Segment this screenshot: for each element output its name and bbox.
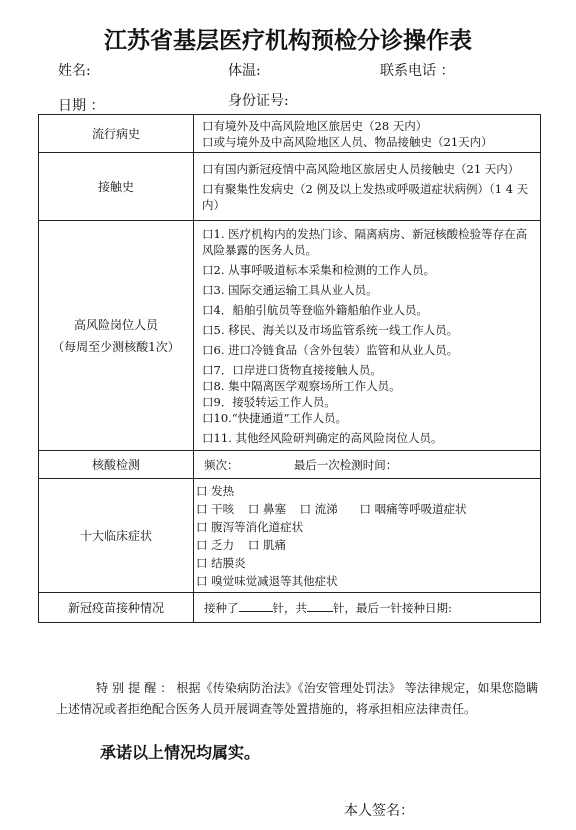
vaccine-text-1: 接种了 [204,600,239,615]
symptom-line [196,482,534,500]
vaccine-text-2: 针，共 [272,600,307,615]
high-risk-option[interactable]: 口11. 其他经风险研判确定的高风险岗位人员。 [202,430,443,445]
phone-field-label: 联系电话 ： [380,63,455,79]
vaccine-row [39,593,541,623]
high-risk-option[interactable]: 口5. 移民、海关以及市场监管系统一线工作人员。 [202,322,459,337]
symptom-line [196,554,534,572]
symptom-option[interactable]: 口 肌痛 [247,537,286,552]
epidemic-history-option[interactable]: 口或与境外及中高风险地区人员、物品接触史（21天内） [202,134,493,149]
id-number-field-label: 身份证号: [228,93,289,109]
special-notice: 特 别 提 醒 ： 根据《传染病防治法》《治安管理处罚法》 等法律规定，如果您隐瞒上述情况或者拒绝配合医务人员开展调查等处置措施的，将承担相应法律责任。 [56,681,538,716]
contact-history-row [39,153,541,221]
high-risk-row [39,221,541,451]
signature-field-label: 本人签名： [344,803,414,819]
high-risk-label: 高风险岗位人员 [73,317,158,332]
symptom-option[interactable]: 口 干咳 [196,501,235,516]
symptom-option[interactable]: 口 腹泻等消化道症状 [196,519,304,534]
nucleic-test-last-time[interactable]: 最后一次检测时间： [293,457,398,472]
high-risk-option[interactable]: 口7．口岸进口货物直接接触人员。 [202,362,382,377]
epidemic-history-row [39,115,541,153]
epidemic-history-label: 流行病史 [39,115,194,153]
symptom-option[interactable]: 口 发热 [196,483,235,498]
vaccine-text-3: 针，最后一针接种日期: [333,600,452,615]
high-risk-option[interactable]: 口1. 医疗机构内的发热门诊、隔离病房、新冠核酸检验等存在高风险暴露的医务人员。 [202,226,528,257]
symptom-line [196,536,534,554]
high-risk-option[interactable]: 口4．船舶引航员等登临外籍船舶作业人员。 [202,302,428,317]
nucleic-test-row [39,451,541,479]
vaccine-values [194,593,541,623]
high-risk-option[interactable]: 口9．接驳转运工作人员。 [202,394,336,409]
contact-history-option[interactable]: 口有聚集性发病史（2 例及以上发热或呼吸道症状病例）（1 4 天内） [202,181,529,212]
high-risk-option[interactable]: 口3. 国际交通运输工具从业人员。 [202,282,378,297]
contact-history-options [194,153,541,221]
form-title: 江苏省基层医疗机构预检分诊操作表 [104,28,472,54]
vaccine-label: 新冠疫苗接种情况 [39,593,194,623]
vaccine-doses-received-blank[interactable] [239,611,273,612]
high-risk-label-cell [39,221,194,451]
high-risk-option[interactable]: 口2. 从事呼吸道标本采集和检测的工作人员。 [202,262,436,277]
symptom-line [196,518,534,536]
symptom-option[interactable]: 口 流涕 [299,501,338,516]
vaccine-doses-total-blank[interactable] [307,611,333,612]
nucleic-test-label: 核酸检测 [39,451,194,479]
symptom-option[interactable]: 口 咽痛等呼吸道症状 [359,501,467,516]
temperature-field-label: 体温: [228,63,261,79]
symptom-option[interactable]: 口 结膜炎 [196,555,246,570]
symptoms-label: 十大临床症状 [39,479,194,593]
epidemic-history-option[interactable]: 口有境外及中高风险地区旅居史（28 天内） [202,118,428,133]
high-risk-option[interactable]: 口6. 进口冷链食品（含外包装）监管和从业人员。 [202,342,459,357]
symptom-line [196,500,534,518]
nucleic-test-values [194,451,541,479]
name-field-label: 姓名: [58,63,91,79]
nucleic-test-frequency[interactable]: 频次： [204,457,239,472]
high-risk-option[interactable]: 口10.“快捷通道”工作人员。 [202,410,348,425]
epidemic-history-options [194,115,541,153]
commitment-statement: 承诺以上情况均属实。 [100,743,261,762]
symptoms-options [194,479,541,593]
contact-history-label: 接触史 [39,153,194,221]
screening-table [38,114,541,623]
high-risk-options [194,221,541,451]
high-risk-label-note: （每周至少测核酸1次） [52,339,180,354]
symptom-option[interactable]: 口 鼻塞 [247,501,286,516]
symptom-line [196,572,534,590]
date-field-label: 日期 ： [58,98,105,114]
symptoms-row [39,479,541,593]
symptom-option[interactable]: 口 嗅觉味觉减退等其他症状 [196,573,338,588]
contact-history-option[interactable]: 口有国内新冠疫情中高风险地区旅居史人员接触史（21 天内） [202,161,520,176]
symptom-option[interactable]: 口 乏力 [196,537,235,552]
high-risk-option[interactable]: 口8. 集中隔离医学观察场所工作人员。 [202,378,401,393]
